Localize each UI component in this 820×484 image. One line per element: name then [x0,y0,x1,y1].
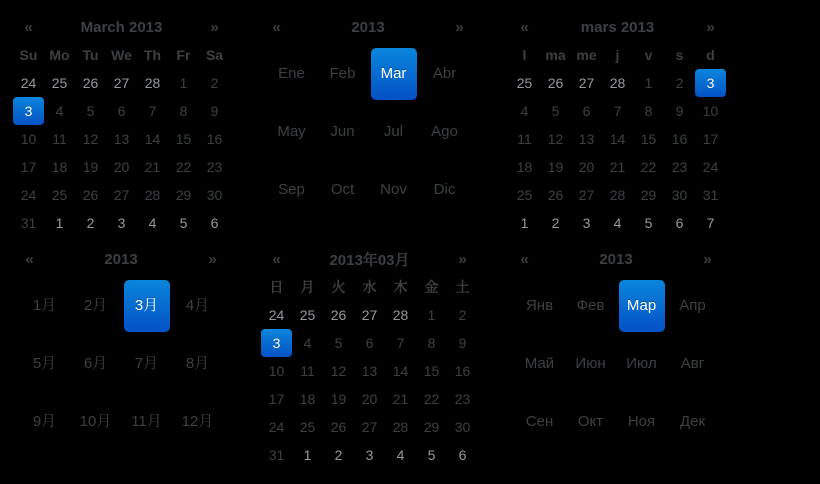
day-cell[interactable]: 28 [392,419,409,435]
datepicker-header [19,245,223,273]
month-cell[interactable]: Дек [679,413,706,430]
day-cell[interactable]: 29 [423,419,440,435]
months-grid [19,273,223,451]
prev-arrow-icon[interactable]: « [520,18,529,36]
day-cell[interactable]: 22 [175,159,192,175]
day-cell[interactable]: 25 [516,187,533,203]
day-cell[interactable]: 5 [644,215,653,231]
calendar-day-grid [13,41,230,237]
day-cell[interactable]: 19 [330,391,347,407]
day-cell[interactable]: 28 [144,187,161,203]
day-cell[interactable]: 1 [520,215,529,231]
day-cell[interactable]: 19 [547,159,564,175]
day-cell[interactable]: 31 [268,447,285,463]
weekday-label: Tu [82,47,99,63]
weekday-label: j [615,47,620,63]
month-cell[interactable]: Nov [380,181,407,198]
month-cell[interactable]: 5月 [32,355,57,372]
week-row [509,153,726,181]
month-cell[interactable]: 9月 [32,413,57,430]
next-arrow-icon[interactable]: » [208,250,217,268]
day-cell[interactable]: 2 [86,215,95,231]
month-cell[interactable]: 8月 [185,355,210,372]
month-cell[interactable]: Июл [626,355,657,372]
day-cell[interactable]: 16 [206,131,223,147]
month-cell[interactable]: Авг [680,355,705,372]
month-cell[interactable]: 2月 [83,297,108,314]
day-cell[interactable]: 4 [396,447,405,463]
datepicker-english-march [13,13,230,237]
week-row [261,413,478,441]
months-grid [266,41,470,219]
day-cell[interactable]: 25 [516,75,533,91]
day-cell[interactable]: 27 [361,419,378,435]
day-cell[interactable]: 9 [458,335,467,351]
day-cell[interactable]: 5 [427,447,436,463]
weekday-label: 木 [393,279,408,295]
day-cell[interactable]: 12 [82,131,99,147]
month-cell[interactable]: Май [524,355,555,372]
day-cell[interactable]: 17 [20,159,37,175]
calendar-title[interactable]: 2013 [104,250,138,268]
month-cell[interactable]: Июн [575,355,606,372]
day-cell[interactable]: 24 [20,75,37,91]
day-cell[interactable]: 28 [144,75,161,91]
day-cell[interactable]: 1 [55,215,64,231]
weekday-label: 土 [455,279,470,295]
month-cell[interactable]: 1月 [32,297,57,314]
week-row [13,69,230,97]
day-cell[interactable]: 13 [578,131,595,147]
day-cell[interactable]: 7 [613,103,622,119]
day-cell[interactable]: 1 [644,75,653,91]
calendar-title[interactable]: mars 2013 [580,18,655,36]
day-cell[interactable]: 14 [609,131,626,147]
week-row [13,181,230,209]
day-cell[interactable]: 27 [578,187,595,203]
day-cell[interactable]: 13 [113,131,130,147]
day-cell-selected[interactable]: 3 [261,329,292,357]
day-cell[interactable]: 15 [175,131,192,147]
weekday-label: me [576,47,597,63]
month-cell-selected[interactable]: 3月 [124,280,170,332]
week-row [261,385,478,413]
next-arrow-icon[interactable]: » [210,18,219,36]
month-cell[interactable]: 6月 [83,355,108,372]
day-cell[interactable]: 18 [51,159,68,175]
week-row [13,153,230,181]
day-cell[interactable]: 17 [268,391,285,407]
calendar-title[interactable]: March 2013 [80,18,163,36]
day-cell[interactable]: 23 [671,159,688,175]
day-cell[interactable]: 11 [517,131,532,147]
day-cell[interactable]: 24 [702,159,719,175]
month-cell-selected[interactable]: Мар [619,280,665,332]
day-cell[interactable]: 28 [392,307,409,323]
calendar-month-grid [19,273,223,451]
day-cell[interactable]: 26 [330,419,347,435]
day-cell[interactable]: 11 [52,131,67,147]
day-cell[interactable]: 16 [454,363,471,379]
month-cell[interactable]: Ene [278,65,305,82]
week-row [261,357,478,385]
day-cell[interactable]: 4 [148,215,157,231]
day-cell[interactable]: 31 [702,187,719,203]
day-cell[interactable]: 4 [613,215,622,231]
weekday-label: 水 [362,279,377,295]
day-cell[interactable]: 27 [361,307,378,323]
day-cell[interactable]: 9 [675,103,684,119]
day-cell[interactable]: 3 [365,447,374,463]
month-cell[interactable]: Ago [431,123,458,140]
day-cell[interactable]: 25 [299,419,316,435]
weekday-header-row [13,41,230,69]
weekday-label: l [522,47,527,63]
day-cell[interactable]: 28 [609,75,626,91]
day-cell[interactable]: 6 [210,215,219,231]
calendar-day-grid [261,273,478,469]
weekday-label: 日 [269,279,284,295]
weekday-label: s [675,47,684,63]
day-cell[interactable]: 15 [640,131,657,147]
day-cell[interactable]: 6 [458,447,467,463]
month-cell[interactable]: Сен [525,413,554,430]
day-cell[interactable]: 25 [51,75,68,91]
calendar-month-grid [266,41,470,219]
calendar-title[interactable]: 2013 [351,18,385,36]
day-cell[interactable]: 27 [113,187,130,203]
month-cell[interactable]: May [277,123,306,140]
datepicker-chinese-months [19,245,223,451]
day-cell[interactable]: 5 [86,103,95,119]
datepicker-header [509,13,726,41]
day-cell[interactable]: 22 [640,159,657,175]
day-cell[interactable]: 23 [206,159,223,175]
month-cell[interactable]: 7月 [134,355,159,372]
day-cell[interactable]: 28 [609,187,626,203]
day-cell[interactable]: 5 [551,103,560,119]
day-cell[interactable]: 26 [547,75,564,91]
month-cell[interactable]: 12月 [181,413,214,430]
day-cell[interactable]: 14 [392,363,409,379]
next-arrow-icon[interactable]: » [706,18,715,36]
day-cell[interactable]: 20 [578,159,595,175]
day-cell[interactable]: 6 [582,103,591,119]
next-arrow-icon[interactable]: » [458,250,467,268]
datepicker-header [514,245,718,273]
weekday-label: 金 [424,279,439,295]
weekday-header-row [261,273,478,301]
day-cell[interactable]: 30 [206,187,223,203]
day-cell[interactable]: 10 [702,103,719,119]
day-cell[interactable]: 8 [644,103,653,119]
day-cell[interactable]: 5 [179,215,188,231]
month-cell[interactable]: 10月 [79,413,112,430]
day-cell[interactable]: 21 [609,159,626,175]
day-cell[interactable]: 1 [303,447,312,463]
day-cell[interactable]: 31 [20,215,37,231]
week-row [261,329,478,357]
weekday-label: Sa [205,47,224,63]
months-grid [514,273,718,451]
day-cell[interactable]: 7 [148,103,157,119]
day-cell[interactable]: 18 [516,159,533,175]
day-cell[interactable]: 6 [675,215,684,231]
day-cell[interactable]: 20 [113,159,130,175]
day-cell[interactable]: 2 [551,215,560,231]
month-cell-selected[interactable]: Mar [371,48,417,100]
month-cell[interactable]: Jun [330,123,355,140]
day-cell[interactable]: 26 [547,187,564,203]
day-cell[interactable]: 4 [520,103,529,119]
day-cell[interactable]: 14 [144,131,161,147]
day-cell-selected[interactable]: 3 [13,97,44,125]
day-cell[interactable]: 24 [268,419,285,435]
prev-arrow-icon[interactable]: « [272,18,281,36]
weekday-label: 月 [300,279,315,295]
month-cell[interactable]: Feb [329,65,356,82]
day-cell[interactable]: 18 [299,391,316,407]
next-arrow-icon[interactable]: » [703,250,712,268]
day-cell[interactable]: 21 [144,159,161,175]
month-cell[interactable]: 4月 [185,297,210,314]
day-cell[interactable]: 26 [330,307,347,323]
day-cell[interactable]: 25 [51,187,68,203]
day-cell[interactable]: 7 [706,215,715,231]
datepicker-japanese-march [261,245,478,469]
day-cell[interactable]: 10 [20,131,37,147]
day-cell[interactable]: 27 [578,75,595,91]
day-cell[interactable]: 5 [334,335,343,351]
day-cell[interactable]: 3 [582,215,591,231]
day-cell[interactable]: 8 [427,335,436,351]
datepicker-spanish-months [266,13,470,219]
day-cell[interactable]: 12 [547,131,564,147]
month-cell[interactable]: Янв [525,297,554,314]
weekday-label: v [644,47,653,63]
day-cell[interactable]: 8 [179,103,188,119]
day-cell[interactable]: 2 [675,75,684,91]
calendar-title[interactable]: 2013年03月 [329,251,410,269]
month-cell[interactable]: Sep [278,181,305,198]
week-row [509,181,726,209]
day-cell[interactable]: 24 [20,187,37,203]
datepicker-russian-months [514,245,718,451]
month-cell[interactable]: Фев [576,297,605,314]
calendar-title[interactable]: 2013 [599,250,633,268]
prev-arrow-icon[interactable]: « [520,250,529,268]
day-cell[interactable]: 27 [113,75,130,91]
datepicker-french-mars [509,13,726,237]
day-cell[interactable]: 15 [423,363,440,379]
month-cell[interactable]: Dic [433,181,456,198]
day-cell[interactable]: 13 [361,363,378,379]
week-row [13,209,230,237]
day-cell[interactable]: 6 [365,335,374,351]
datepicker-header [266,13,470,41]
day-cell[interactable]: 19 [82,159,99,175]
weekday-label: d [706,47,715,63]
week-row [261,441,478,469]
day-cell[interactable]: 26 [82,187,99,203]
prev-arrow-icon[interactable]: « [25,250,34,268]
day-cell[interactable]: 4 [303,335,312,351]
day-cell[interactable]: 11 [300,363,315,379]
day-cell[interactable]: 20 [361,391,378,407]
weekday-label: Mo [49,47,70,63]
month-cell[interactable]: Ноя [627,413,656,430]
day-cell-selected[interactable]: 3 [695,69,726,97]
day-cell[interactable]: 30 [454,419,471,435]
month-cell[interactable]: Jul [383,123,404,140]
week-row [509,97,726,125]
day-cell[interactable]: 2 [210,75,219,91]
day-cell[interactable]: 23 [454,391,471,407]
weekday-label: We [111,47,132,63]
weekday-label: Fr [176,47,191,63]
day-cell[interactable]: 22 [423,391,440,407]
day-cell[interactable]: 1 [427,307,436,323]
day-cell[interactable]: 6 [117,103,126,119]
month-cell[interactable]: Abr [432,65,457,82]
day-cell[interactable]: 21 [392,391,409,407]
week-row [13,125,230,153]
week-row [509,69,726,97]
day-cell[interactable]: 4 [55,103,64,119]
day-cell[interactable]: 7 [396,335,405,351]
day-cell[interactable]: 29 [640,187,657,203]
week-row [13,97,230,125]
calendar-month-grid [514,273,718,451]
day-cell[interactable]: 26 [82,75,99,91]
month-cell[interactable]: Апр [679,297,706,314]
day-cell[interactable]: 1 [179,75,188,91]
day-cell[interactable]: 12 [330,363,347,379]
datepicker-header [13,13,230,41]
weekday-label: Su [19,47,38,63]
day-cell[interactable]: 2 [458,307,467,323]
day-cell[interactable]: 30 [671,187,688,203]
day-cell[interactable]: 3 [117,215,126,231]
week-row [261,301,478,329]
day-cell[interactable]: 17 [702,131,719,147]
prev-arrow-icon[interactable]: « [24,18,33,36]
day-cell[interactable]: 9 [210,103,219,119]
month-cell[interactable]: Окт [577,413,604,430]
prev-arrow-icon[interactable]: « [272,250,281,268]
weekday-label: ma [545,47,566,63]
day-cell[interactable]: 16 [671,131,688,147]
next-arrow-icon[interactable]: » [455,18,464,36]
week-row [509,209,726,237]
day-cell[interactable]: 29 [175,187,192,203]
month-cell[interactable]: 11月 [131,413,162,430]
day-cell[interactable]: 2 [334,447,343,463]
weekday-label: 火 [331,279,346,295]
day-cell[interactable]: 10 [268,363,285,379]
calendar-day-grid [509,41,726,237]
day-cell[interactable]: 24 [268,307,285,323]
week-row [509,125,726,153]
month-cell[interactable]: Oct [330,181,355,198]
datepicker-header [261,245,478,273]
day-cell[interactable]: 25 [299,307,316,323]
weekday-header-row [509,41,726,69]
weekday-label: Th [143,47,162,63]
